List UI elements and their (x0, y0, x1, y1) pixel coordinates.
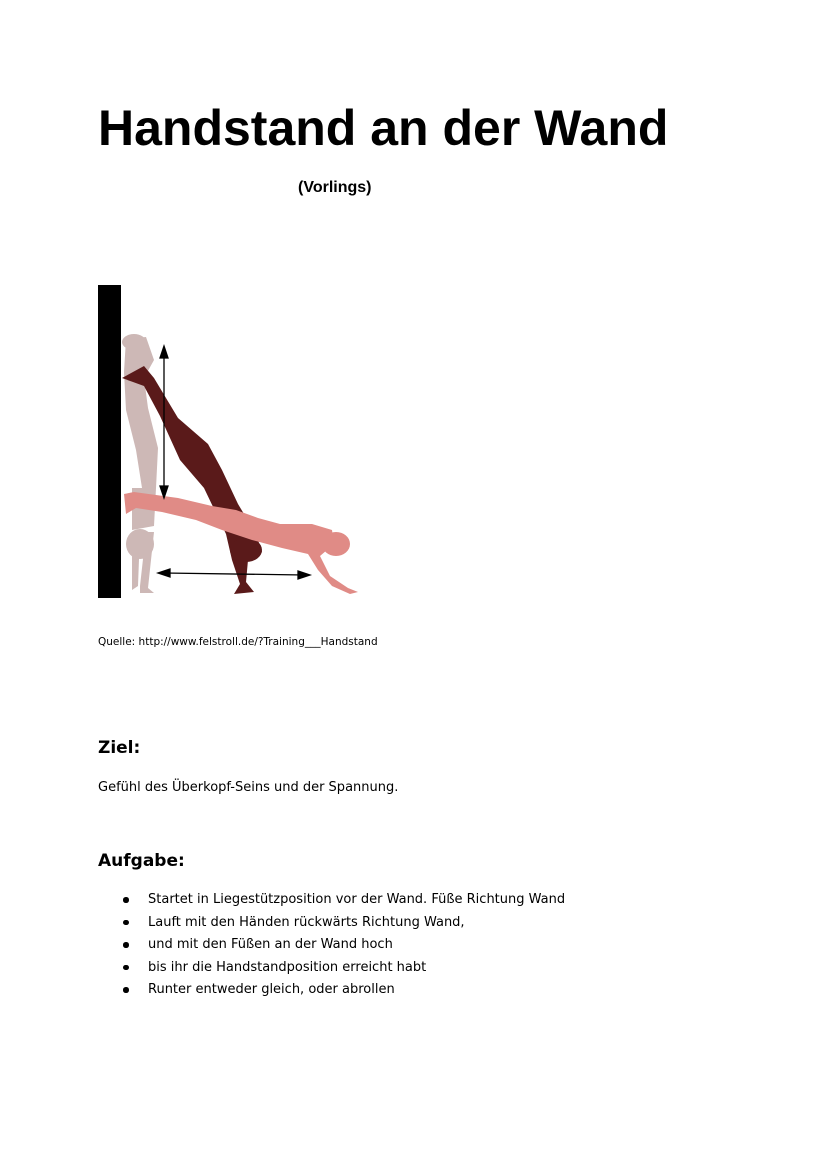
task-list-item (98, 979, 565, 1002)
goal-text: Gefühl des Überkopf-Seins und der Spannung. (98, 780, 399, 795)
task-item-text: Startet in Liegestützposition vor der Wand. Füße Richtung Wand (148, 892, 566, 907)
goal-heading: Ziel: (98, 738, 141, 758)
task-list (98, 889, 565, 1002)
task-item-text: und mit den Füßen an der Wand hoch (148, 937, 393, 952)
page-title: Handstand an der Wand (98, 100, 669, 156)
task-list-item (98, 912, 565, 935)
wall-bar (98, 285, 121, 598)
bullet-icon (123, 987, 129, 993)
bullet-icon (123, 942, 129, 948)
task-item-text: Lauft mit den Händen rückwärts Richtung Wand, (148, 914, 465, 930)
horizontal-arrow (158, 569, 310, 579)
task-list-item (98, 934, 565, 957)
handstand-illustration (96, 282, 368, 602)
task-item-text: Runter entweder gleich, oder abrollen (148, 982, 395, 997)
handstand-illustration-svg (96, 282, 368, 602)
image-source-caption: Quelle: http://www.felstroll.de/?Training___Handstand (98, 636, 378, 648)
task-list-item (98, 889, 565, 912)
task-item-text: bis ihr die Handstandposition erreicht habt (148, 959, 427, 975)
bullet-icon (123, 897, 129, 903)
task-heading: Aufgabe: (98, 851, 185, 871)
bullet-icon (123, 920, 129, 926)
page-subtitle: (Vorlings) (298, 179, 372, 196)
task-list-item (98, 957, 565, 980)
bullet-icon (123, 965, 129, 971)
